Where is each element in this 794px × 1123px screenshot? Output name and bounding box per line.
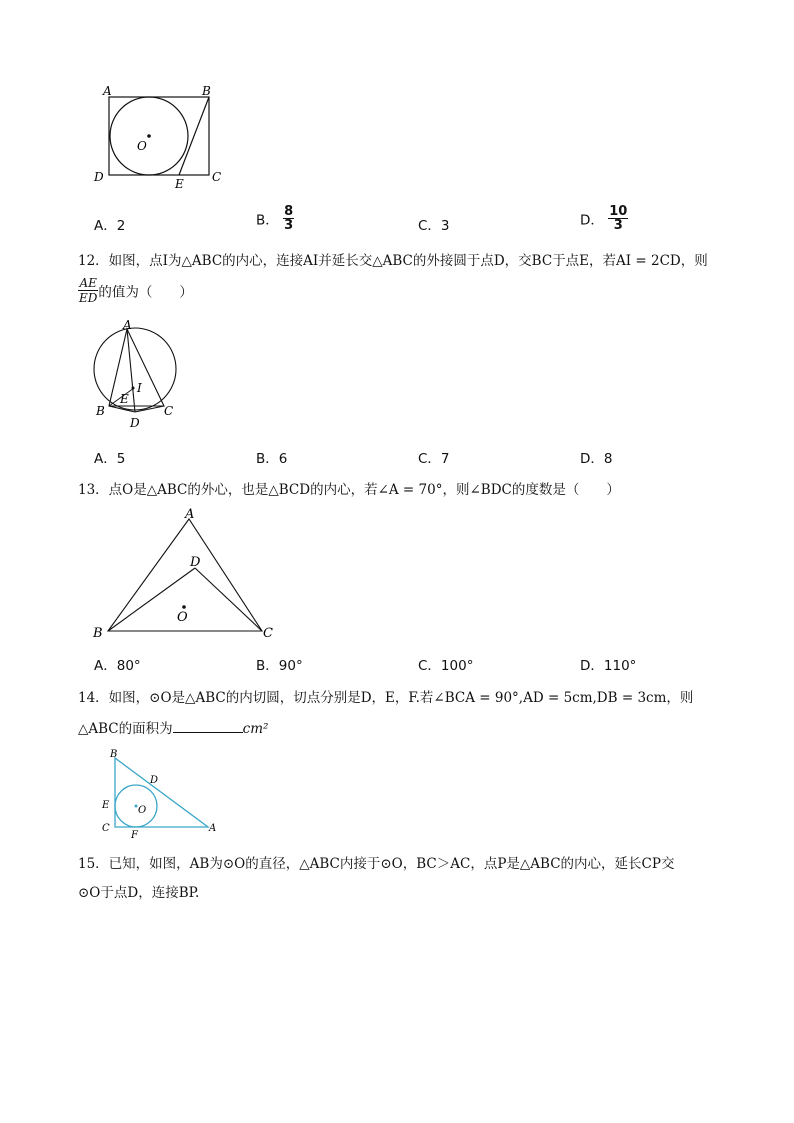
q12-option-c[interactable] <box>418 447 450 467</box>
figure-13 <box>88 503 288 643</box>
segment-be <box>179 97 209 175</box>
segment-cd <box>195 568 262 631</box>
q13-stem: 13．点O是△ABC的外心，也是△BCD的内心，若∠A = 70°，则∠BDC的度数是（ ） <box>78 482 620 498</box>
q12-option-d[interactable] <box>580 447 612 467</box>
label-C: C <box>263 626 273 641</box>
q11-option-d-text: D． <box>580 212 604 229</box>
q13-option-b-text: B．90° <box>256 658 303 674</box>
label-B: B <box>110 749 118 760</box>
label-D: D <box>190 555 201 570</box>
label-B: B <box>93 626 103 641</box>
q11-option-c-text: C．3 <box>418 218 450 234</box>
q13-option-d[interactable] <box>580 654 636 674</box>
circumcircle <box>94 328 176 410</box>
center-dot <box>147 134 151 138</box>
label-A: A <box>103 84 112 98</box>
incenter-dot <box>132 387 135 390</box>
q11-option-a[interactable] <box>94 214 125 234</box>
label-D: D <box>94 170 104 184</box>
q12-option-b-text: B．6 <box>256 451 288 467</box>
label-D: D <box>130 416 140 430</box>
figure-12 <box>88 318 188 433</box>
label-A: A <box>123 318 132 332</box>
label-A: A <box>209 823 217 834</box>
q12-option-a-text: A．5 <box>94 451 126 467</box>
q12-option-a[interactable] <box>94 447 125 467</box>
label-O: O <box>138 805 147 816</box>
center-dot <box>182 605 186 609</box>
q12-stem-line2 <box>78 276 193 305</box>
label-C: C <box>164 404 174 418</box>
q11-option-b-text: B． <box>256 212 279 229</box>
label-D: D <box>150 775 159 786</box>
label-C: C <box>212 170 222 184</box>
q13-option-c[interactable] <box>418 654 473 674</box>
triangle-abc <box>115 758 208 827</box>
label-O: O <box>177 610 188 625</box>
q12-stem-line1: 12．如图，点I为△ABC的内心，连接AI并延长交△ABC的外接圆于点D，交BC于点E，若AI = 2CD，则 <box>78 253 708 269</box>
q12-stem-tail: 的值为（ ） <box>98 284 193 301</box>
label-B: B <box>96 404 105 418</box>
label-A: A <box>185 507 195 522</box>
q11-option-b[interactable] <box>256 205 294 232</box>
label-E: E <box>120 392 129 406</box>
label-B: B <box>202 84 211 98</box>
q12-option-d-text: D．8 <box>580 451 613 467</box>
label-E: E <box>102 800 110 811</box>
q14-unit: cm² <box>242 721 269 737</box>
q15-stem-line1: 15．已知，如图，AB为⊙O的直径，△ABC内接于⊙O，BC＞AC，点P是△ABC的内心，延长CP交 <box>78 856 675 872</box>
q12-fraction: $\frac{AE}{ED}$ <box>79 276 98 305</box>
q11-option-c[interactable] <box>418 214 450 234</box>
q14-stem-line1: 14．如图，⊙O是△ABC的内切圆，切点分别是D，E，F.若∠BCA = 90°,AD = 5cm,DB = 3cm，则 <box>78 690 694 706</box>
q13-option-a[interactable] <box>94 654 141 674</box>
q14-stem-head: △ABC的面积为 <box>78 721 173 737</box>
q12-option-b[interactable] <box>256 447 287 467</box>
q14-answer-blank[interactable] <box>173 720 243 733</box>
q11-option-d-fraction: $\frac{10}{3}$ <box>609 204 628 233</box>
q13-option-b[interactable] <box>256 654 303 674</box>
figure-11 <box>88 80 238 195</box>
q11-option-b-fraction: $\frac{8}{3}$ <box>284 204 294 233</box>
segment-bd <box>109 406 135 412</box>
q11-option-a-text: A．2 <box>94 218 126 234</box>
label-O: O <box>137 139 147 153</box>
q12-option-c-text: C．7 <box>418 451 450 467</box>
label-I: I <box>137 381 142 395</box>
figure-14 <box>96 745 226 840</box>
q11-option-d[interactable] <box>580 205 628 232</box>
q13-option-c-text: C．100° <box>418 658 474 674</box>
q13-option-a-text: A．80° <box>94 658 141 674</box>
label-C: C <box>102 823 110 834</box>
q15-stem-line2: ⊙O于点D，连接BP. <box>78 885 200 901</box>
q13-option-d-text: D．110° <box>580 658 637 674</box>
q14-stem-line2 <box>78 717 268 737</box>
label-F: F <box>131 830 138 840</box>
label-E: E <box>175 177 184 191</box>
